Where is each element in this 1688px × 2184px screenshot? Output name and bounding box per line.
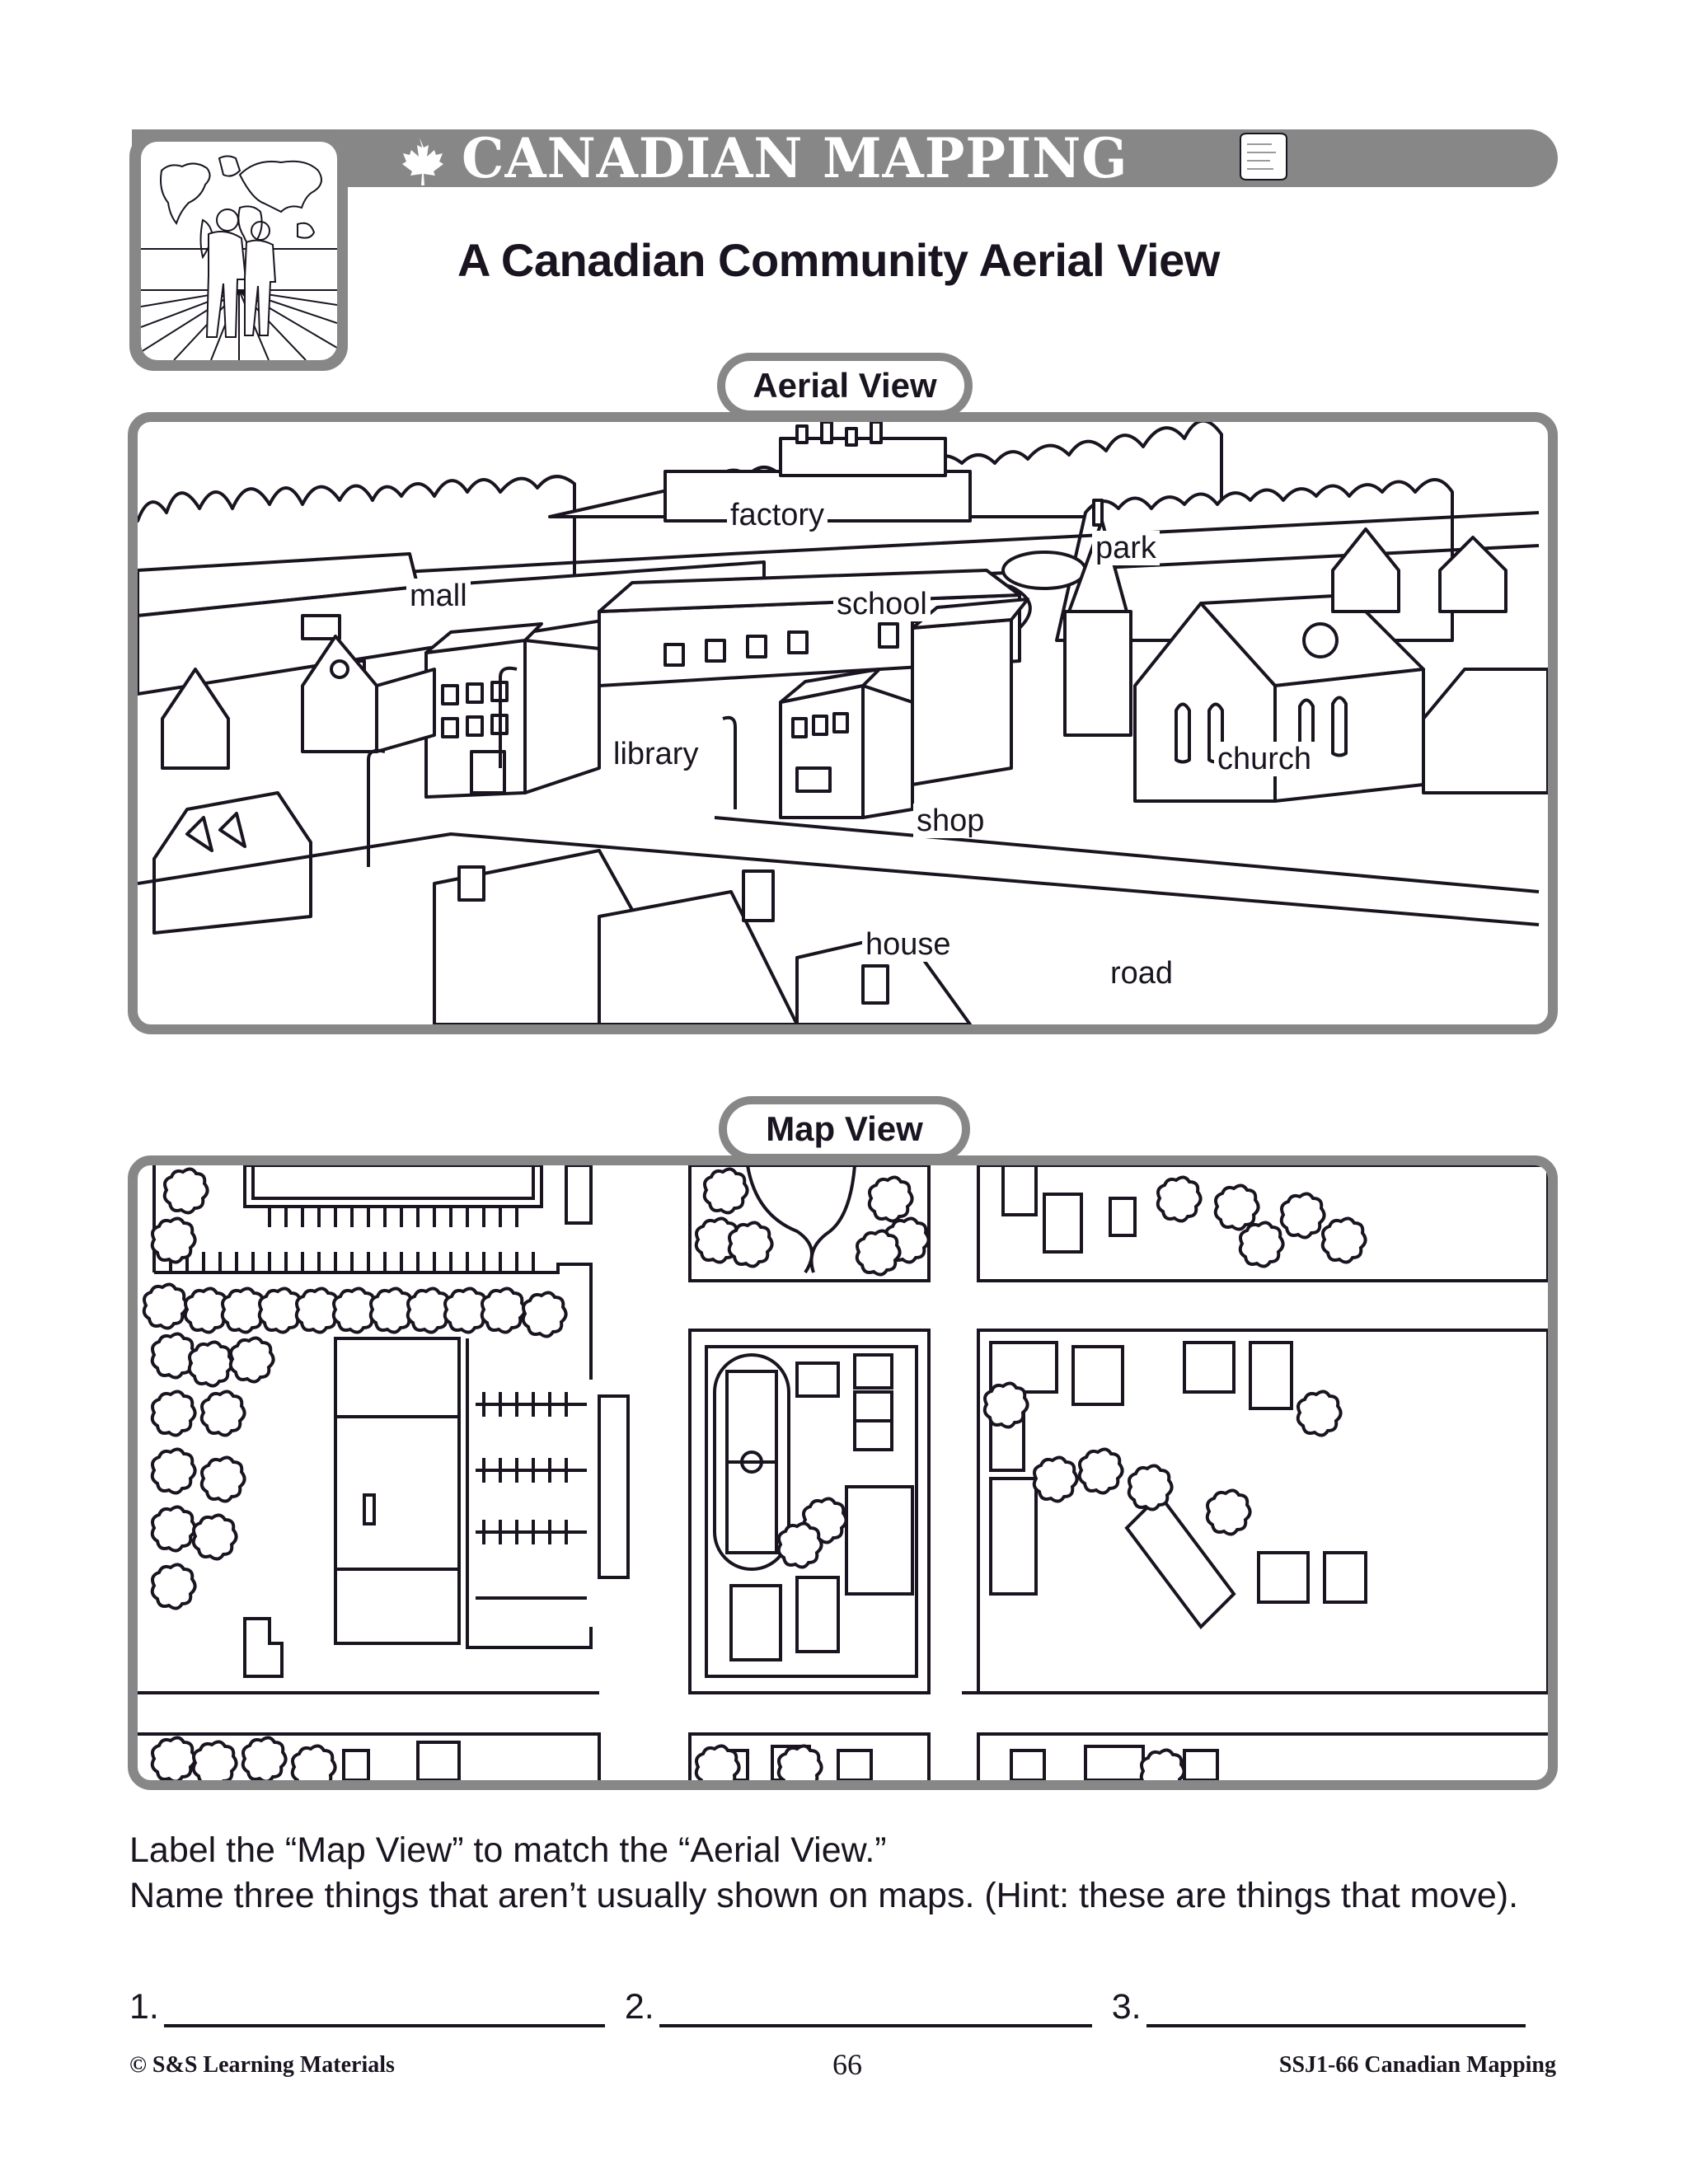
page-subtitle: A Canadian Community Aerial View	[457, 234, 1220, 286]
aerial-view-tab	[717, 353, 973, 419]
answer-1-number: 1.	[129, 1987, 159, 2027]
aerial-label-mall: mall	[406, 579, 471, 613]
aerial-label-shop: shop	[913, 804, 987, 838]
instruction-name-three: Name three things that aren’t usually shown on maps. (Hint: these are things that move).	[129, 1876, 1519, 1915]
map-view-illustration	[138, 1165, 1548, 1780]
map-view-tab	[719, 1096, 970, 1162]
aerial-label-park: park	[1092, 531, 1160, 565]
header-title: CANADIAN MAPPING	[462, 126, 1128, 190]
footer-page-number: 66	[832, 2048, 862, 2081]
aerial-view-illustration	[138, 422, 1548, 1024]
aerial-view-panel	[128, 412, 1558, 1034]
answer-row	[129, 1978, 1559, 2027]
answer-3-number: 3.	[1111, 1987, 1142, 2027]
world-map-children-icon	[141, 142, 337, 360]
aerial-view-tab-label: Aerial View	[753, 366, 937, 405]
scroll-map-icon	[1232, 132, 1290, 183]
logo-illustration	[141, 142, 337, 360]
aerial-label-house: house	[862, 927, 954, 962]
footer-copyright: © S&S Learning Materials	[129, 2052, 395, 2078]
aerial-label-church: church	[1214, 742, 1315, 776]
answer-3-blank[interactable]	[1146, 1991, 1526, 2027]
footer-series-title: SSJ1-66 Canadian Mapping	[1278, 2052, 1556, 2078]
answer-1-blank[interactable]	[164, 1991, 605, 2027]
aerial-label-factory: factory	[727, 498, 828, 532]
aerial-label-library: library	[610, 737, 701, 771]
maple-leaf-icon	[394, 136, 445, 187]
aerial-label-school: school	[833, 587, 931, 621]
map-view-panel	[128, 1155, 1558, 1790]
instruction-label-map: Label the “Map View” to match the “Aerial View.”	[129, 1830, 887, 1870]
aerial-label-road: road	[1107, 956, 1176, 991]
answer-2-number: 2.	[624, 1987, 654, 2027]
answer-2-blank[interactable]	[659, 1991, 1092, 2027]
map-view-tab-label: Map View	[766, 1109, 923, 1148]
